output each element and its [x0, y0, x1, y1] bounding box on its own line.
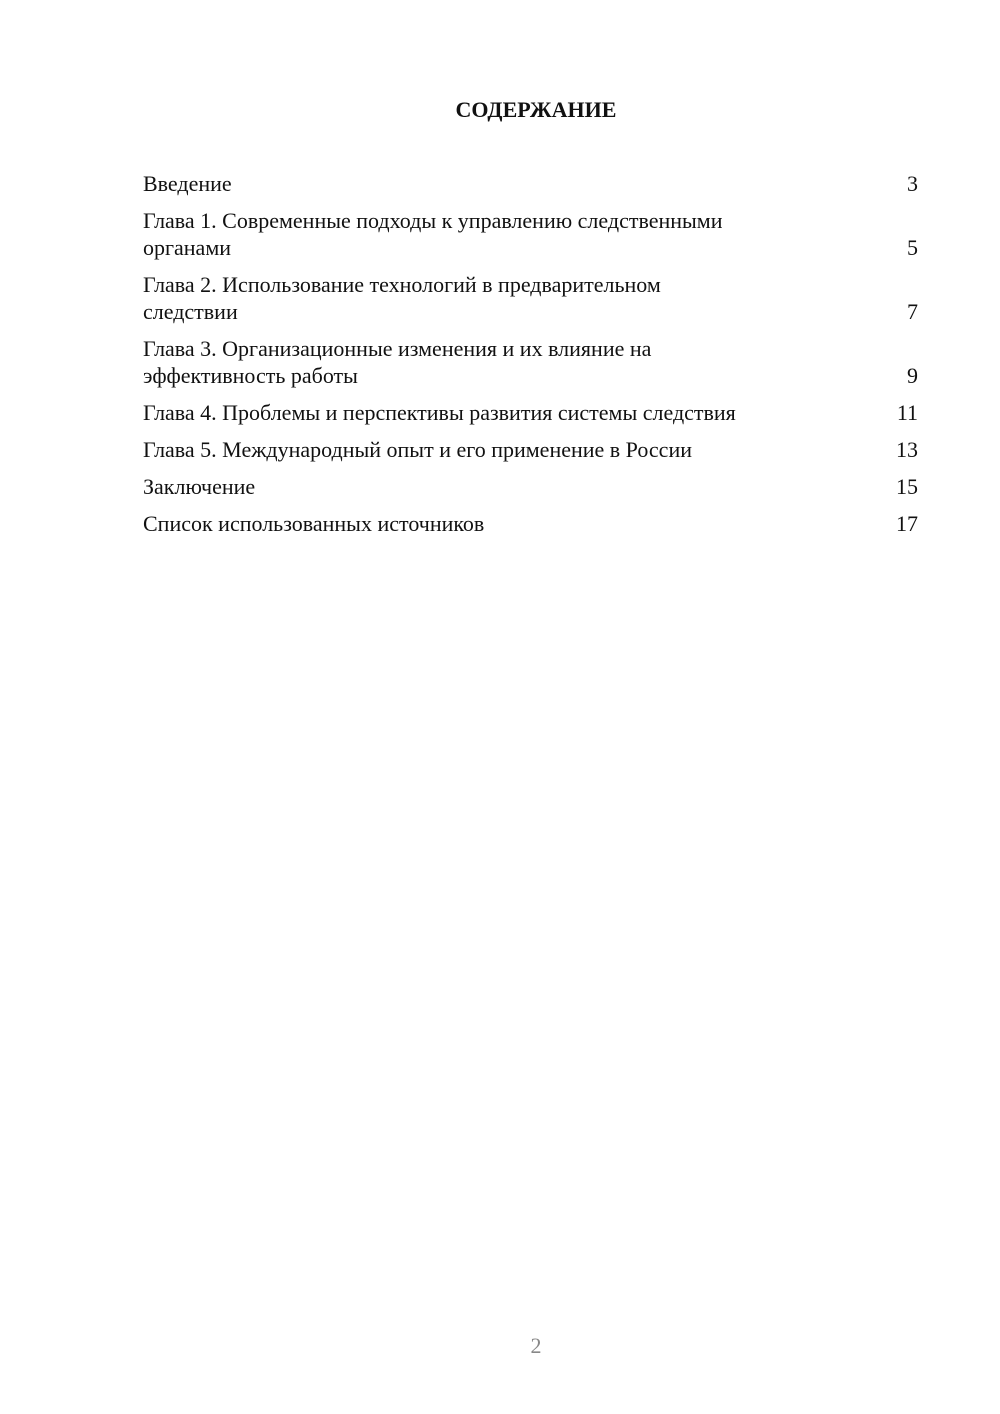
toc-entry — [143, 510, 918, 537]
toc-entry-page: 9 — [907, 363, 918, 388]
toc-entry-title — [143, 207, 878, 261]
page-number: 2 — [530, 1333, 542, 1358]
toc-entry-page: 5 — [907, 235, 918, 260]
toc-entry-page: 17 — [896, 511, 918, 536]
toc-entry — [143, 271, 918, 325]
toc-entry-title — [143, 399, 878, 426]
toc-entry-line: Глава 2. Использование технологий в предварительном — [143, 272, 661, 297]
toc-entry-title — [143, 271, 878, 325]
table-of-contents — [143, 170, 918, 547]
toc-entry-line: Список использованных источников — [143, 511, 485, 536]
toc-entry — [143, 170, 918, 197]
toc-entry-line: следствии — [143, 299, 238, 324]
toc-entry — [143, 436, 918, 463]
toc-entry-title — [143, 170, 878, 197]
toc-entry-line: Глава 5. Международный опыт и его применение в России — [143, 437, 692, 462]
toc-entry-title — [143, 510, 878, 537]
toc-entry-line: органами — [143, 235, 232, 260]
toc-entry-line: Глава 1. Современные подходы к управлению следственными — [143, 208, 723, 233]
toc-entry-title — [143, 473, 878, 500]
toc-entry-page: 3 — [907, 171, 918, 196]
toc-entry-page: 15 — [896, 474, 918, 499]
toc-entry — [143, 207, 918, 261]
toc-entry-page: 7 — [907, 299, 918, 324]
toc-entry — [143, 399, 918, 426]
toc-entry-line: Глава 4. Проблемы и перспективы развития системы следствия — [143, 400, 736, 425]
toc-entry-line: эффективность работы — [143, 363, 358, 388]
toc-entry-line: Введение — [143, 171, 232, 196]
toc-entry — [143, 335, 918, 389]
page-title: СОДЕРЖАНИЕ — [455, 97, 617, 122]
toc-entry-page: 13 — [896, 437, 918, 462]
toc-entry-line: Глава 3. Организационные изменения и их влияние на — [143, 336, 652, 361]
toc-entry-line: Заключение — [143, 474, 256, 499]
toc-entry-title — [143, 436, 878, 463]
toc-entry-title — [143, 335, 878, 389]
toc-entry-page: 11 — [896, 400, 918, 425]
toc-entry — [143, 473, 918, 500]
